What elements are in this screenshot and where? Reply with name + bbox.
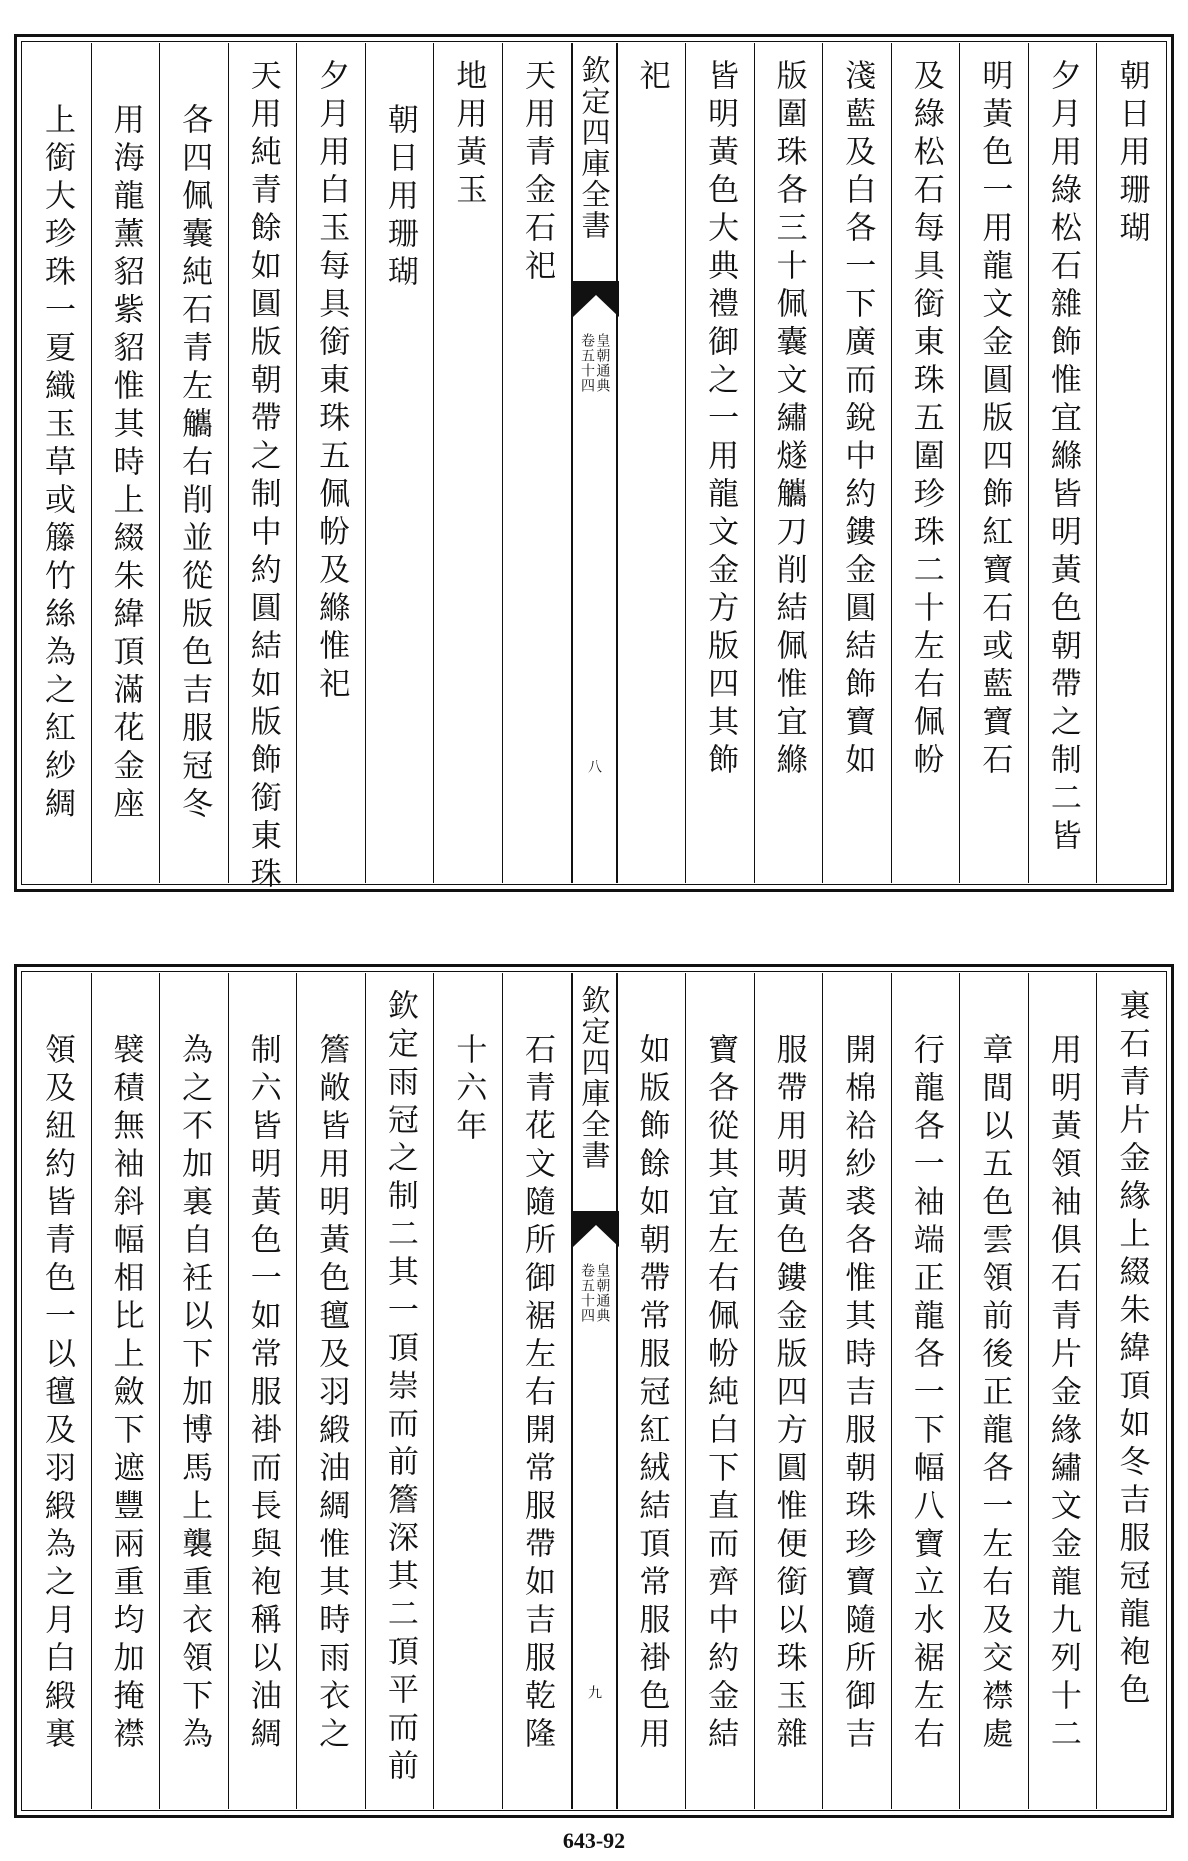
text-column: [296, 43, 365, 883]
book-spine: [571, 973, 617, 1809]
column-text: 制六皆明黃色一如常服褂而長與袍稱以油綢: [244, 1033, 281, 1755]
text-column: [502, 973, 571, 1809]
column-text: 上銜大珍珠一夏織玉草或籐竹絲為之紅紗綢: [39, 103, 76, 825]
column-text: 朝日用珊瑚: [381, 103, 418, 293]
column-text: 行龍各一袖端正龍各一下幅八寶立水裾左右: [907, 1033, 944, 1755]
spine-book-title: 皇朝通典 卷五十四: [579, 1263, 611, 1323]
text-column: [91, 973, 160, 1809]
column-text: 用海龍薰貂紫貂惟其時上綴朱緯頂滿花金座: [107, 103, 144, 825]
text-column: [754, 973, 823, 1809]
column-text: 領及紐約皆青色一以氊及羽緞為之月白緞裏: [39, 1033, 76, 1755]
text-column: [433, 43, 502, 883]
text-column: [159, 43, 228, 883]
spine-title: 欽定四庫全書: [577, 985, 612, 1171]
text-column: [891, 973, 960, 1809]
text-column: [159, 973, 228, 1809]
text-column: [502, 43, 571, 883]
bottom-page: [14, 964, 1174, 1818]
column-text: 各四佩囊純石青左觿右削並從版色吉服冠冬: [176, 103, 213, 825]
column-text: 開棉袷紗裘各惟其時吉服朝珠珍寶隨所御吉: [839, 1033, 876, 1755]
column-text: 裏石青片金緣上綴朱緯頂如冬吉服冠龍袍色: [1113, 989, 1150, 1711]
fishtail-mark-icon: [573, 281, 619, 317]
fishtail-mark-icon: [573, 1211, 619, 1247]
text-column: [23, 973, 91, 1809]
text-column: [1096, 43, 1165, 883]
text-column: [296, 973, 365, 1809]
book-spine: [571, 43, 617, 883]
top-page: [14, 34, 1174, 895]
column-text: 夕月用綠松石雜飾惟宜縧皆明黃色朝帶之制二皆: [1044, 59, 1081, 857]
column-text: 淺藍及白各一下廣而銳中約鏤金圓結飾寶如: [839, 59, 876, 781]
text-column: [822, 43, 891, 883]
column-text: 服帶用明黃色鏤金版四方圓惟便銜以珠玉雜: [770, 1033, 807, 1755]
text-column: [891, 43, 960, 883]
column-text: 欽定雨冠之制二其一頂崇而前簷深其二頂平而前: [381, 989, 418, 1787]
text-column: [617, 43, 686, 883]
page-folio-number: 643-92: [562, 1828, 626, 1853]
text-column: [228, 43, 297, 895]
text-column: [617, 973, 686, 1809]
text-column: [685, 973, 754, 1809]
column-text: 寶各從其宜左右佩帉純白下直而齊中約金結: [702, 1033, 739, 1755]
bottom-page-columns: [23, 973, 1165, 1809]
spine-leaf-number: 九: [586, 1685, 602, 1699]
column-text: 明黃色一用龍文金圓版四飾紅寶石或藍寶石: [976, 59, 1013, 781]
column-text: 十六年: [450, 1033, 487, 1147]
column-text: 朝日用珊瑚: [1113, 59, 1150, 249]
text-column: [685, 43, 754, 883]
text-column: [91, 43, 160, 883]
column-text: 天用青金石祀: [518, 59, 555, 287]
text-column: [433, 973, 502, 1809]
column-text: 簷敞皆用明黃色氊及羽緞油綢惟其時雨衣之: [313, 1033, 350, 1755]
column-text: 章間以五色雲領前後正龍各一左右及交襟處: [976, 1033, 1013, 1755]
top-page-columns: [23, 43, 1165, 895]
text-column: [228, 973, 297, 1809]
column-text: 夕月用白玉每具銜東珠五佩帉及縧惟祀: [313, 59, 350, 705]
text-column: [23, 43, 91, 883]
column-text: 為之不加裏自衽以下加博馬上襲重衣領下為: [176, 1033, 213, 1755]
text-column: [959, 43, 1028, 883]
column-text: 版圍珠各三十佩囊文繡燧觿刀削結佩惟宜縧: [770, 59, 807, 781]
column-text: 用明黃領袖俱石青片金緣繡文金龍九列十二: [1044, 1033, 1081, 1755]
text-column: [1096, 973, 1165, 1809]
column-text: 石青花文隨所御裾左右開常服帶如吉服乾隆: [518, 1033, 555, 1755]
column-text: 天用純青餘如圓版朝帶之制中約圓結如版飾銜東珠: [244, 59, 281, 895]
text-column: [1028, 43, 1097, 883]
text-column: [959, 973, 1028, 1809]
spine-book-title: 皇朝通典 卷五十四: [579, 333, 611, 393]
text-column: [822, 973, 891, 1809]
column-text: 皆明黃色大典禮御之一用龍文金方版四其飾: [702, 59, 739, 781]
column-text: 襞積無袖斜幅相比上斂下遮豐兩重均加掩襟: [107, 1033, 144, 1755]
column-text: 地用黃玉: [450, 59, 487, 211]
text-column: [1028, 973, 1097, 1809]
text-column: [365, 973, 434, 1809]
text-column: [754, 43, 823, 883]
spine-title: 欽定四庫全書: [577, 55, 612, 241]
column-text: 如版飾餘如朝帶常服冠紅絨結頂常服褂色用: [633, 1033, 670, 1755]
text-column: [365, 43, 434, 883]
column-text: 及綠松石每具銜東珠五圍珍珠二十左右佩帉: [907, 59, 944, 781]
spine-leaf-number: 八: [586, 759, 602, 773]
column-text: 祀: [633, 59, 670, 97]
